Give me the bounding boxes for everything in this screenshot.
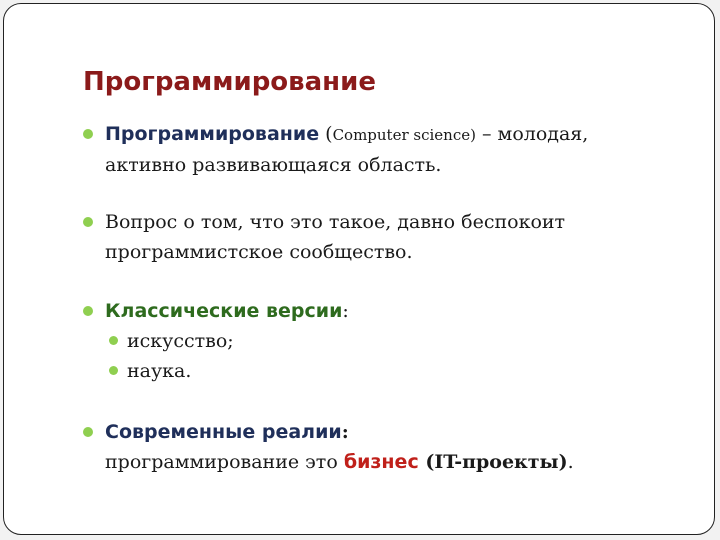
sub-item-1-text: искусство;	[127, 330, 234, 352]
bullet-3-highlight: Классические версии	[105, 300, 343, 322]
slide	[3, 3, 715, 535]
bullet-dot-icon	[83, 306, 93, 316]
sub-bullet-dot-icon	[109, 336, 118, 345]
bullet-2-line2: программистское сообщество.	[105, 241, 413, 263]
sub-item-1	[109, 326, 349, 356]
bullet-dot-icon	[83, 427, 93, 437]
sub-bullet-dot-icon	[109, 366, 118, 375]
bullet-2-line1: Вопрос о том, что это такое, давно беспокоит	[105, 211, 566, 233]
bullet-dot-icon	[83, 129, 93, 139]
bullet-4	[83, 417, 574, 477]
bullet-4-paren: (IT-проекты)	[418, 451, 568, 473]
sub-item-2	[109, 356, 349, 386]
bullet-4-red: бизнес	[343, 451, 419, 473]
bullet-1-english: Computer science)	[332, 126, 476, 144]
bullet-1	[83, 119, 588, 180]
bullet-1-rest: – молодая,	[475, 123, 589, 145]
bullet-4-prefix: программирование это	[105, 451, 344, 473]
bullet-3-colon: :	[342, 300, 349, 322]
bullet-4-highlight: Современные реалии	[105, 421, 342, 443]
bullet-4-colon: :	[341, 421, 349, 443]
bullet-1-paren-open: (	[319, 123, 333, 145]
bullet-2	[83, 207, 565, 267]
bullet-3	[83, 296, 349, 386]
slide-title: Программирование	[83, 67, 376, 97]
bullet-1-line2: активно развивающаяся область.	[105, 154, 442, 176]
bullet-dot-icon	[83, 217, 93, 227]
sub-item-2-text: наука.	[127, 360, 192, 382]
bullet-4-end: .	[567, 451, 574, 473]
bullet-1-highlight: Программирование	[105, 123, 320, 145]
